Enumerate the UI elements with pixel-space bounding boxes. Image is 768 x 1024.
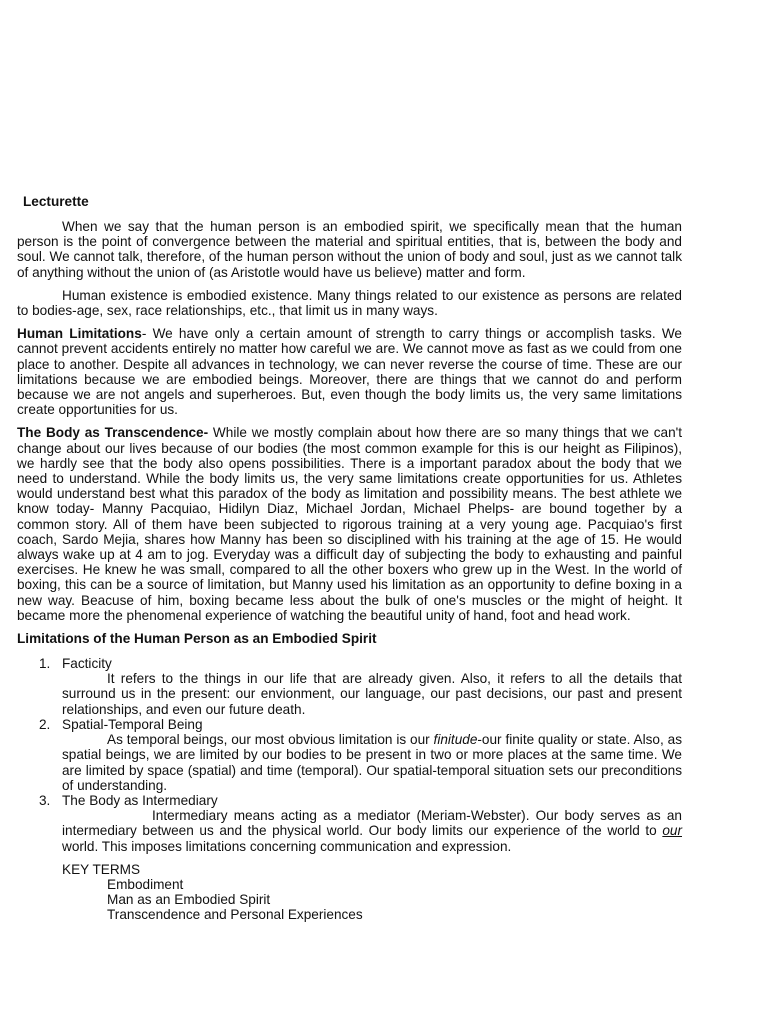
text-human-limitations: - We have only a certain amount of strength to carry things or accomplish tasks. We cannot prevent accidents entirely no matter how careful we are. We cannot move as fast as we could from one place to another. Despite all advances in technology, we can never reverse the course of time. These are our limitations because we are embodied beings. Moreover, there are things that we cannot do and perform because we are not angels and superheroes. But, even though the body limits us, the very same limitations create opportunities for us. xyxy=(17,326,682,418)
heading-lecturette: Lecturette xyxy=(23,194,89,209)
italic-term-finitude: finitude xyxy=(433,732,478,748)
list-number: 1. xyxy=(39,656,51,672)
list-item-title: Facticity xyxy=(62,656,112,672)
paragraph-body-transcendence xyxy=(17,425,682,623)
paragraph-human-limitations xyxy=(17,326,682,417)
list-number: 3. xyxy=(39,792,51,808)
paragraph-embodied-existence: Human existence is embodied existence. Many things related to our existence as persons are related to bodies-age, sex, race relationships, etc., that limit us in many ways. xyxy=(17,287,682,319)
list-item-text: world. This imposes limitations concerning communication and expression. xyxy=(62,838,512,854)
limitations-list xyxy=(17,656,682,854)
list-number: 2. xyxy=(39,716,51,732)
list-item-body xyxy=(62,671,682,717)
key-terms-label: KEY TERMS xyxy=(62,861,141,877)
list-item-title: The Body as Intermediary xyxy=(62,792,218,808)
list-item xyxy=(17,656,682,717)
key-term: Embodiment xyxy=(107,876,184,892)
paragraph-embodied-spirit: When we say that the human person is an embodied spirit, we specifically mean that the human person is the point of convergence between the material and spiritual entities, that is, between the body and soul. We cannot talk, therefore, of the human person without the union of body and soul, just as we cannot talk of anything without the union of (as Aristotle would have us believe) matter and form. xyxy=(17,219,682,280)
list-item-text: -our finite quality or state. Also, as spatial beings, we are limited by our bodies to be present in two or more places at the same time. We are limited by space (spatial) and time (temporal). Our spatial-temporal situation sets our preconditions of understanding. xyxy=(62,732,682,793)
list-item-title: Spatial-Temporal Being xyxy=(62,716,203,732)
list-item-body xyxy=(62,808,682,854)
underlined-term-our: our xyxy=(662,823,682,839)
list-item-body xyxy=(62,732,682,793)
key-terms xyxy=(17,862,682,923)
label-body-transcendence: The Body as Transcendence- xyxy=(17,425,209,441)
list-item-text: Intermediary means acting as a mediator (Meriam-Webster). Our body serves as an intermediary between us and the physical world. Our body limits our experience of the world to xyxy=(62,808,682,839)
document-page xyxy=(17,194,682,923)
list-item xyxy=(17,717,682,793)
list-item-text: As temporal beings, our most obvious limitation is our xyxy=(107,732,434,748)
section-heading-limitations: Limitations of the Human Person as an Embodied Spirit xyxy=(17,631,377,647)
key-term: Transcendence and Personal Experiences xyxy=(107,907,363,923)
list-item xyxy=(17,793,682,854)
label-human-limitations: Human Limitations xyxy=(17,326,142,342)
key-term: Man as an Embodied Spirit xyxy=(107,892,271,908)
text-body-transcendence: While we mostly complain about how there are so many things that we can't change about our lives because of our bodies (the most common example for this is our height as Filipinos), we hardly see that the body also opens possibilities. There is a important paradox about the body that we need to understand. While the body limits us, the very same limitations create opportunities for us. Athletes would understand best what this paradox of the body as limitation and possibility means. The best athlete we know today- Manny Pacquiao, Hidilyn Diaz, Michael Jordan, Michael Phelps- are bound together by a common story. All of them have been subjected to rigorous training at a very young age. Pacquiao's first coach, Sardo Mejia, shares how Manny has been so disciplined with his training at the age of 15. He would always wake up at 4 am to jog. Everyday was a difficult day of subjecting the body to exhausting and painful exercises. He knew he was small, compared to all the other boxers who grew up in the West. In the world of boxing, this can be a source of limitation, but Manny used his limitation as an opportunity to define boxing in a new way. Beacuse of him, boxing became less about the bulk of one's muscles or the might of height. It became more the phenomenal experience of watching the beautiful unity of hand, foot and head work. xyxy=(17,425,683,623)
list-item-text: It refers to the things in our life that are already given. Also, it refers to all the details that surround us in the present: our envionment, our language, our past decisions, our past and present relationships, and even our future death. xyxy=(62,671,682,717)
